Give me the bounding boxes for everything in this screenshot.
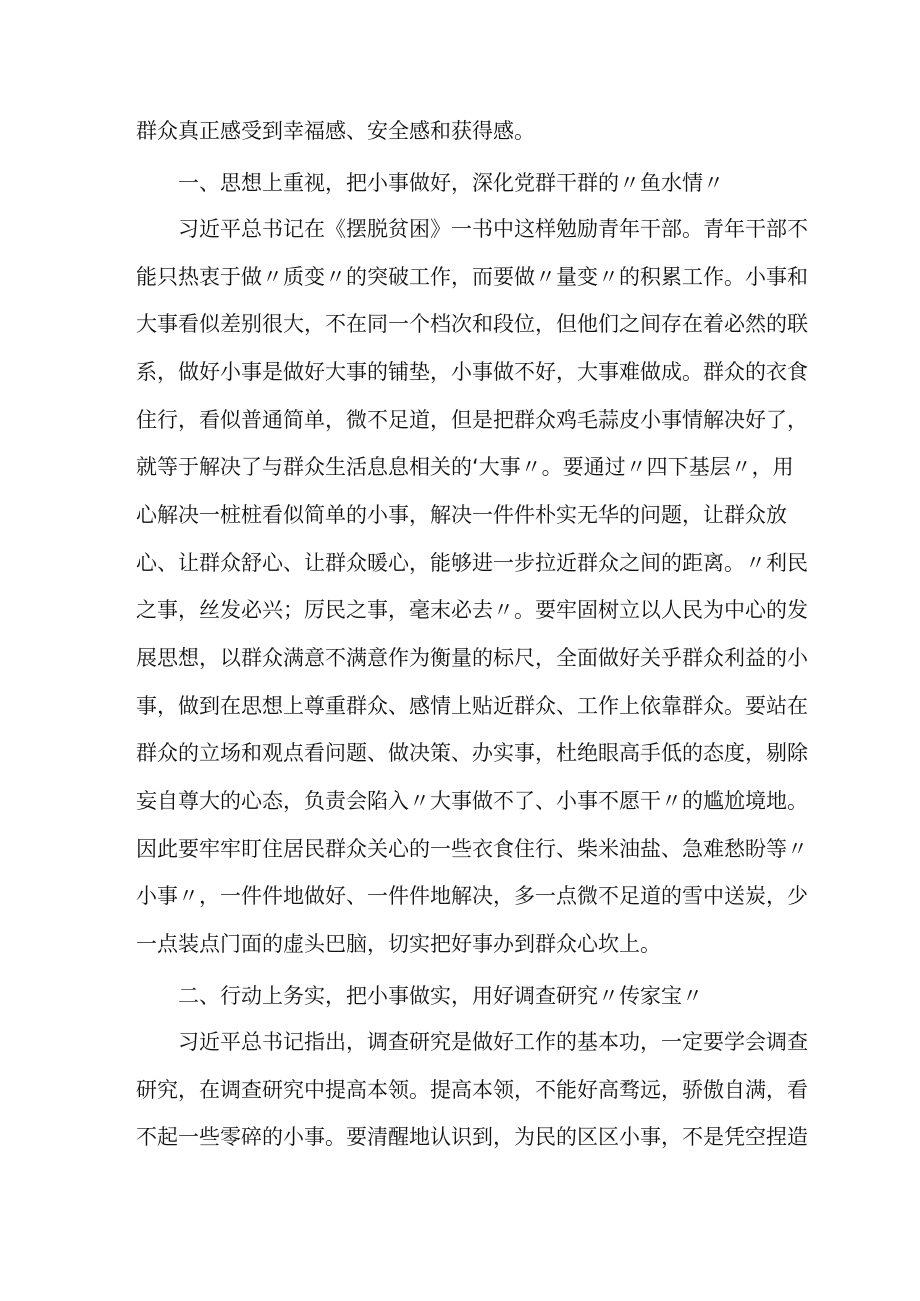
paragraph-text-line: 之事，丝发必兴；厉民之事，毫末必去〃。要牢固树立以人民为中心的发 <box>136 598 808 622</box>
paragraph-text-line: 大事看似差别很大，不在同一个档次和段位，但他们之间存在着必然的联 <box>136 312 808 336</box>
paragraph-text-line: 能只热衷于做〃质变〃的突破工作，而要做〃量变〃的积累工作。小事和 <box>136 265 808 289</box>
paragraph-text-line: 就等于解决了与群众生活息息相关的‘大事〃。要通过〃四下基层〃，用 <box>136 455 794 479</box>
paragraph-text-line: 事，做到在思想上尊重群众、感情上贴近群众、工作上依靠群众。要站在 <box>136 694 808 718</box>
section-heading-2: 二、行动上务实，把小事做实，用好调查研究〃传家宝〃 <box>178 984 703 1008</box>
paragraph-text-line: 展思想，以群众满意不满意作为衡量的标尺，全面做好关乎群众利益的小 <box>136 646 808 670</box>
paragraph-text-line: 习近平总书记指出，调查研究是做好工作的基本功，一定要学会调查 <box>178 1030 808 1054</box>
paragraph-text-line: 研究，在调查研究中提高本领。提高本领，不能好高骛远，骄傲自满，看 <box>136 1078 808 1102</box>
paragraph-text-line: 群众真正感受到幸福感、安全感和获得感。 <box>136 119 535 143</box>
paragraph-text-line: 不起一些零碎的小事。要清醒地认识到，为民的区区小事，不是凭空捏造 <box>136 1125 808 1149</box>
paragraph-text-line: 住行，看似普通简单，微不足道，但是把群众鸡毛蒜皮小事情解决好了， <box>136 408 808 432</box>
paragraph-text-line: 心、让群众舒心、让群众暖心，能够进一步拉近群众之间的距离。〃利民 <box>136 551 808 575</box>
paragraph-text-line: 系，做好小事是做好大事的铺垫，小事做不好，大事难做成。群众的衣食 <box>136 360 808 384</box>
paragraph-text-line: 小事〃，一件件地做好、一件件地解决，多一点微不足道的雪中送炭，少 <box>136 884 808 908</box>
section-heading-1: 一、思想上重视，把小事做好，深化党群干群的〃鱼水情〃 <box>178 171 724 195</box>
paragraph-text-line: 群众的立场和观点看问题、做决策、办实事，杜绝眼高手低的态度，剔除 <box>136 741 808 765</box>
paragraph-text-line: 因此要牢牢盯住居民群众关心的一些衣食住行、柴米油盐、急难愁盼等〃 <box>136 837 808 861</box>
paragraph-text-line: 心解决一桩桩看似简单的小事，解决一件件朴实无华的问题，让群众放 <box>136 503 787 527</box>
paragraph-text-line: 习近平总书记在《摆脱贫困》一书中这样勉励青年干部。青年干部不 <box>178 217 808 241</box>
paragraph-text-line: 一点装点门面的虚头巴脑，切实把好事办到群众心坎上。 <box>136 932 661 956</box>
paragraph-text-line: 妄自尊大的心态，负责会陷入〃大事做不了、小事不愿干〃的尴尬境地。 <box>136 789 808 813</box>
